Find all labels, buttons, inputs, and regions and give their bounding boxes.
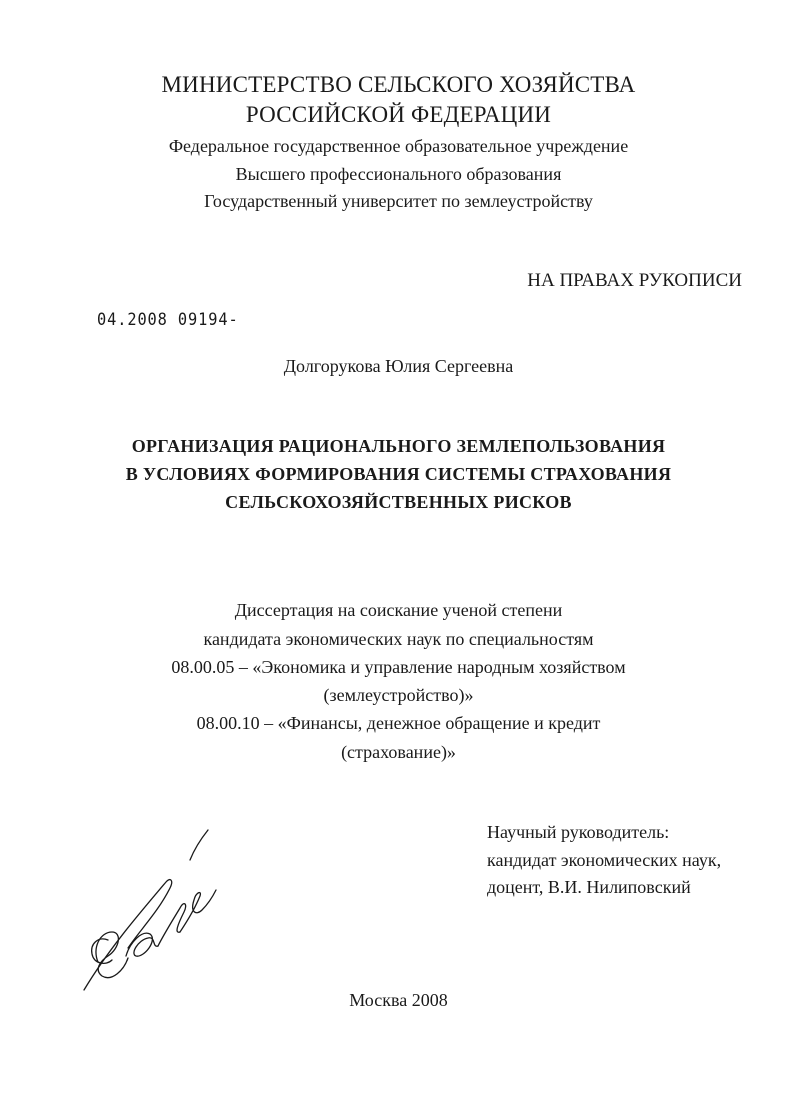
author-name: Долгорукова Юлия Сергеевна [283,356,514,376]
city-year: Москва 2008 [349,990,448,1010]
institution-line-2: Высшего профессионального образования [235,164,562,184]
registration-stamp: 04.2008 09194- [97,310,239,330]
institution-line-1: Федеральное государственное образовательное учреждение [168,136,629,156]
advisor-label: Научный руководитель: [487,822,670,842]
ministry-line-1: МИНИСТЕРСТВО СЕЛЬСКОГО ХОЗЯЙСТВА [161,72,636,97]
title-line-3: СЕЛЬСКОХОЗЯЙСТВЕННЫХ РИСКОВ [225,492,572,512]
dissertation-line-1: Диссертация на соискание ученой степени [234,600,563,620]
advisor-name: доцент, В.И. Нилиповский [487,877,691,897]
dissertation-line-3: 08.00.05 – «Экономика и управление народным хозяйством [171,657,626,677]
dissertation-line-5: 08.00.10 – «Финансы, денежное обращение и кредит [196,713,601,733]
dissertation-line-6: (страхование)» [341,742,456,762]
dissertation-line-4: (землеустройство)» [323,685,474,705]
rights-notice: НА ПРАВАХ РУКОПИСИ [527,270,742,291]
handwritten-signature-icon [78,820,228,1010]
institution-line-3: Государственный университет по землеустройству [204,191,593,211]
advisor-degree: кандидат экономических наук, [487,850,722,870]
title-line-1: ОРГАНИЗАЦИЯ РАЦИОНАЛЬНОГО ЗЕМЛЕПОЛЬЗОВАНИЯ [131,436,666,456]
title-line-2: В УСЛОВИЯХ ФОРМИРОВАНИЯ СИСТЕМЫ СТРАХОВАНИЯ [125,464,672,484]
ministry-line-2: РОССИЙСКОЙ ФЕДЕРАЦИИ [245,102,552,127]
dissertation-line-2: кандидата экономических наук по специальностям [203,629,594,649]
